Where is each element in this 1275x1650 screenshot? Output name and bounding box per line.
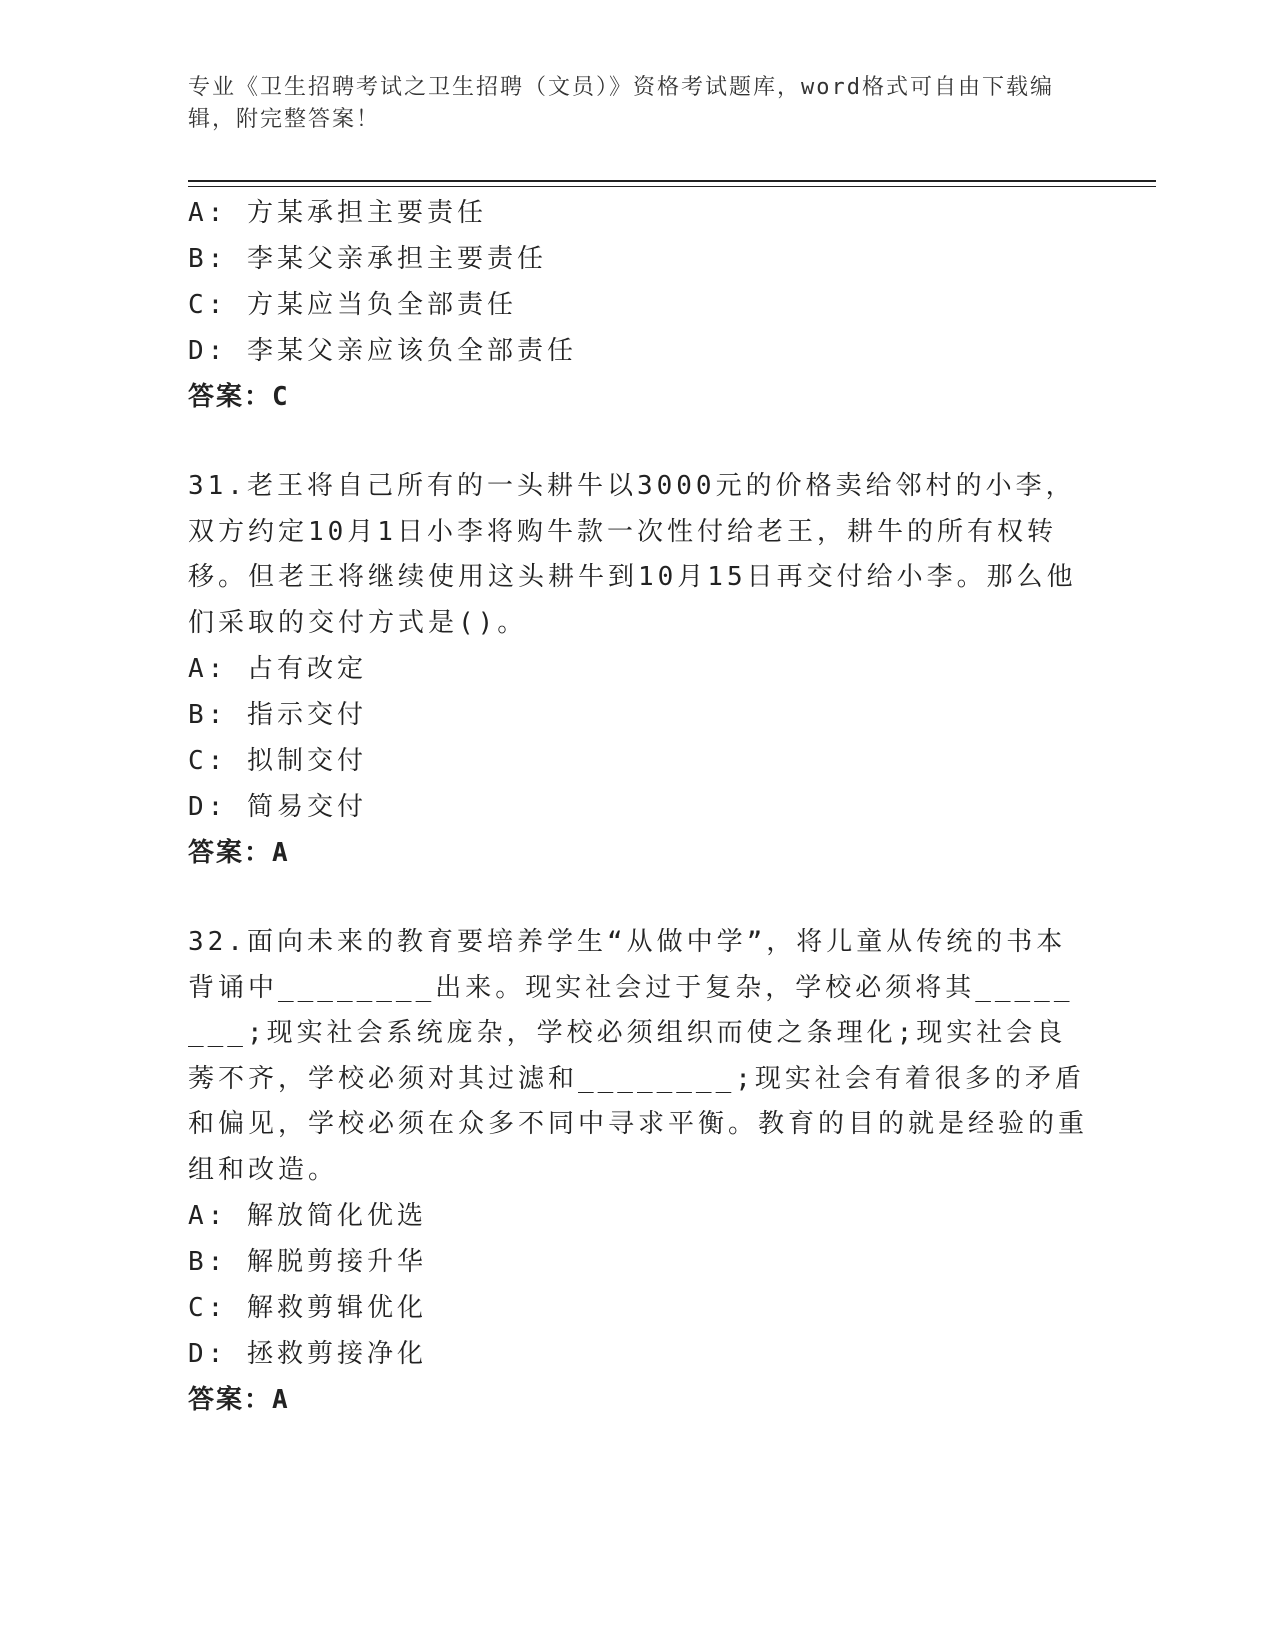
question-32 [188, 920, 1088, 1423]
option-c: C: 拟制交付 [188, 746, 367, 776]
question-text: 31.老王将自己所有的一头耕牛以3000元的价格卖给邻村的小李，双方约定10月1日小李将购牛款一次性付给老王，耕牛的所有权转移。但老王将继续使用这头耕牛到10月15日再交付给小李。那么他们采取的交付方式是()。 [188, 471, 1077, 638]
option-a: A: 占有改定 [188, 654, 367, 684]
option-c: C: 方某应当负全部责任 [188, 290, 517, 320]
option-d: D: 李某父亲应该负全部责任 [188, 336, 577, 366]
option-c: C: 解救剪辑优化 [188, 1293, 427, 1323]
question-31 [188, 464, 1088, 876]
option-d: D: 简易交付 [188, 792, 367, 822]
answer-line: 答案：A [188, 1385, 290, 1415]
option-a: A: 解放简化优选 [188, 1201, 427, 1231]
option-b: B: 指示交付 [188, 700, 367, 730]
option-d: D: 拯救剪接净化 [188, 1339, 427, 1369]
option-b: B: 李某父亲承担主要责任 [188, 244, 547, 274]
option-a: A: 方某承担主要责任 [188, 198, 487, 228]
header-rule-thick [188, 180, 1156, 182]
option-b: B: 解脱剪接升华 [188, 1247, 427, 1277]
answer-line: 答案：A [188, 838, 290, 868]
answer-line: 答案：C [188, 382, 290, 412]
header-rule-thin [188, 186, 1156, 187]
document-body [188, 190, 1088, 1423]
question-text: 32.面向未来的教育要培养学生“从做中学”，将儿童从传统的书本背诵中________出来。现实社会过于复杂，学校必须将其________;现实社会系统庞杂，学校必须组织而使之条理化;现实社会良莠不齐，学校必须对其过滤和________;现实社会有着很多的矛盾和偏见，学校必须在众多不同中寻求平衡。教育的目的就是经验的重组和改造。 [188, 927, 1089, 1185]
question-30-tail [188, 190, 1088, 420]
document-header: 专业《卫生招聘考试之卫生招聘（文员）》资格考试题库，word格式可自由下载编辑，附完整答案！ [188, 75, 1054, 132]
